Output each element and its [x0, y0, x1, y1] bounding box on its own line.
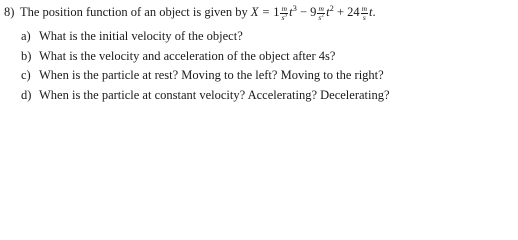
term3-unit-fraction	[361, 5, 368, 21]
term1-unit-den-exponent: 3	[284, 12, 288, 19]
operator-minus: −	[296, 5, 311, 19]
problem-stem	[4, 3, 514, 21]
term2-unit-fraction	[317, 5, 325, 21]
term2-coefficient: 9	[310, 5, 317, 19]
sub-question-text: When is the particle at constant velocity? Accelerating? Decelerating?	[39, 87, 390, 102]
term2-exponent: 2	[329, 2, 334, 13]
question-number: 8)	[4, 5, 15, 19]
sub-question-text: What is the initial velocity of the object?	[39, 29, 243, 44]
term2-var-base: t	[326, 5, 330, 19]
sub-question-b	[21, 47, 514, 67]
sub-question-label: a)	[21, 29, 31, 44]
position-equation	[251, 3, 376, 21]
term3-unit-numerator: m	[361, 4, 368, 14]
term1-unit-denominator	[280, 14, 288, 22]
sub-question-text: When is the particle at rest? Moving to the left? Moving to the right?	[39, 68, 384, 83]
equation-end: .	[372, 5, 376, 19]
term1-unit-fraction	[280, 5, 288, 21]
term2-unit-denominator	[317, 14, 325, 22]
sub-question-label: d)	[21, 87, 32, 102]
term2-unit-den-exponent: 2	[321, 12, 325, 19]
stem-text: The position function of an object is given by	[20, 5, 248, 19]
operator-plus: +	[333, 5, 348, 19]
equation-lhs: X =	[250, 5, 274, 19]
sub-question-c	[21, 66, 514, 86]
sub-question-label: b)	[21, 48, 32, 63]
term1-unit-den-base: s	[281, 12, 285, 22]
problem-8	[4, 3, 514, 105]
term2-unit-den-base: s	[318, 12, 322, 22]
term2-variable	[326, 2, 334, 19]
term1-coefficient: 1	[273, 5, 280, 19]
sub-question-label: c)	[21, 68, 31, 83]
term3-coefficient: 24	[347, 5, 360, 19]
term1-unit-numerator: m	[281, 4, 287, 14]
term1-exponent: 3	[292, 2, 297, 13]
term2-unit-numerator: m	[318, 4, 324, 14]
sub-question-a	[21, 27, 514, 47]
term3-variable: t	[369, 5, 373, 19]
term3-unit-denominator: s	[362, 12, 366, 22]
term1-variable	[289, 2, 297, 19]
term1-var-base: t	[289, 5, 293, 19]
sub-question-text: What is the velocity and acceleration of the object after 4s?	[39, 48, 336, 63]
sub-question-list	[4, 27, 514, 105]
sub-question-d	[21, 86, 514, 106]
